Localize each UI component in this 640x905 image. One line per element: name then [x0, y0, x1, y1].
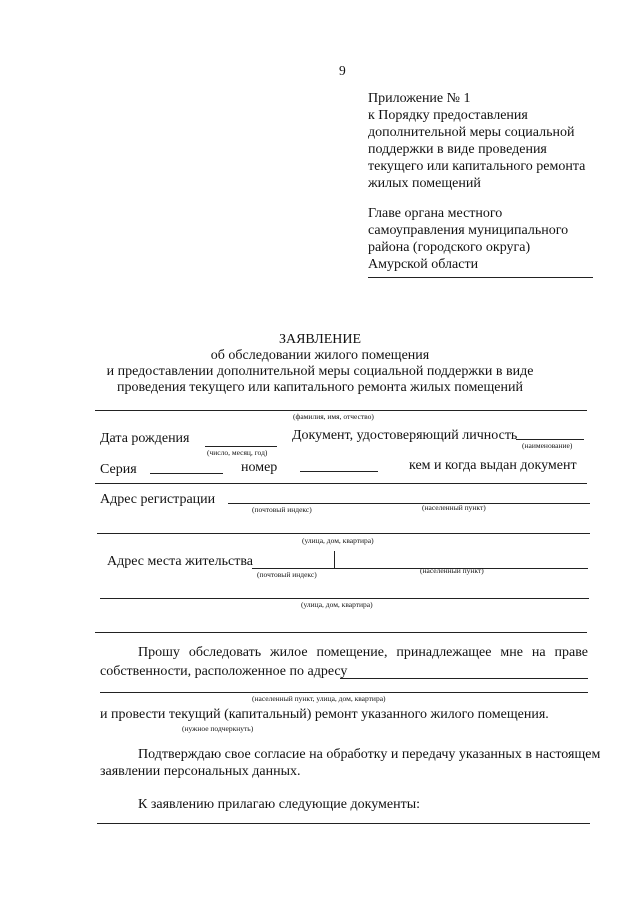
field-divider: [334, 551, 335, 568]
consent-text: Подтверждаю свое согласие на обработку и передачу указанных в настоящем: [138, 747, 601, 762]
document-name-caption: (наименование): [522, 441, 573, 450]
addressee-line: Амурской области: [368, 257, 479, 272]
appendix-line: дополнительной меры социальной: [368, 125, 575, 140]
issued-by-line[interactable]: [95, 483, 587, 484]
birth-date-caption: (число, месяц, год): [207, 448, 268, 457]
street-caption: (улица, дом, квартира): [301, 600, 373, 609]
number-label: номер: [241, 460, 278, 475]
fio-line[interactable]: [95, 410, 587, 411]
street-caption: (улица, дом, квартира): [302, 536, 374, 545]
series-label: Серия: [100, 462, 137, 477]
number-line[interactable]: [300, 471, 378, 472]
residence-street-line[interactable]: [100, 598, 589, 599]
document-title: ЗАЯВЛЕНИЕ: [278, 332, 362, 347]
page-number: 9: [339, 63, 346, 78]
residence-address-label: Адрес места жительства: [107, 554, 253, 569]
appendix-line: Приложение № 1: [368, 91, 471, 106]
attachments-line[interactable]: [97, 823, 590, 824]
registration-address-label: Адрес регистрации: [100, 492, 216, 507]
addressee-line: самоуправления муниципального: [368, 223, 569, 238]
series-line[interactable]: [150, 473, 223, 474]
title-line: об обследовании жилого помещения: [210, 348, 430, 363]
request-address-label: собственности, расположенное по адресу: [100, 664, 348, 679]
birth-date-line[interactable]: [205, 446, 277, 447]
fio-caption: (фамилия, имя, отчество): [293, 412, 374, 421]
title-line: проведения текущего или капитального ремонта жилых помещений: [117, 380, 523, 395]
attachments-label: К заявлению прилагаю следующие документы:: [138, 797, 421, 812]
document-name-line[interactable]: [516, 439, 584, 440]
addressee-line: района (городского округа): [368, 240, 531, 255]
appendix-line: жилых помещений: [368, 176, 481, 191]
locality-caption: (населенный пункт): [420, 566, 484, 575]
locality-caption: (населенный пункт): [422, 503, 486, 512]
addressee-line: Главе органа местного: [368, 206, 503, 221]
appendix-line: к Порядку предоставления: [368, 108, 528, 123]
property-address-line-2[interactable]: [100, 692, 588, 693]
addressee-name-line[interactable]: [368, 277, 593, 278]
registration-street-line[interactable]: [97, 533, 590, 534]
appendix-line: поддержки в виде проведения: [368, 142, 547, 157]
consent-text-cont: заявлении персональных данных.: [100, 764, 301, 779]
title-line: и предоставлении дополнительной меры социальной поддержки в виде: [106, 364, 534, 379]
property-address-caption: (населенный пункт, улица, дом, квартира): [252, 694, 386, 703]
underline-caption: (нужное подчеркнуть): [182, 724, 254, 733]
request-paragraph: Прошу обследовать жилое помещение, принадлежащее мне на праве: [138, 645, 588, 660]
document-label: Документ, удостоверяющий личность: [292, 428, 518, 443]
repair-text: и провести текущий (капитальный) ремонт указанного жилого помещения.: [100, 707, 549, 722]
postal-code-caption: (почтовый индекс): [257, 570, 317, 579]
property-address-line[interactable]: [340, 678, 588, 679]
issued-by-label: кем и когда выдан документ: [409, 458, 577, 473]
appendix-line: текущего или капитального ремонта: [368, 159, 586, 174]
birth-date-label: Дата рождения: [100, 431, 190, 446]
registration-address-line[interactable]: [228, 503, 590, 504]
extra-line[interactable]: [95, 632, 587, 633]
postal-code-caption: (почтовый индекс): [252, 505, 312, 514]
